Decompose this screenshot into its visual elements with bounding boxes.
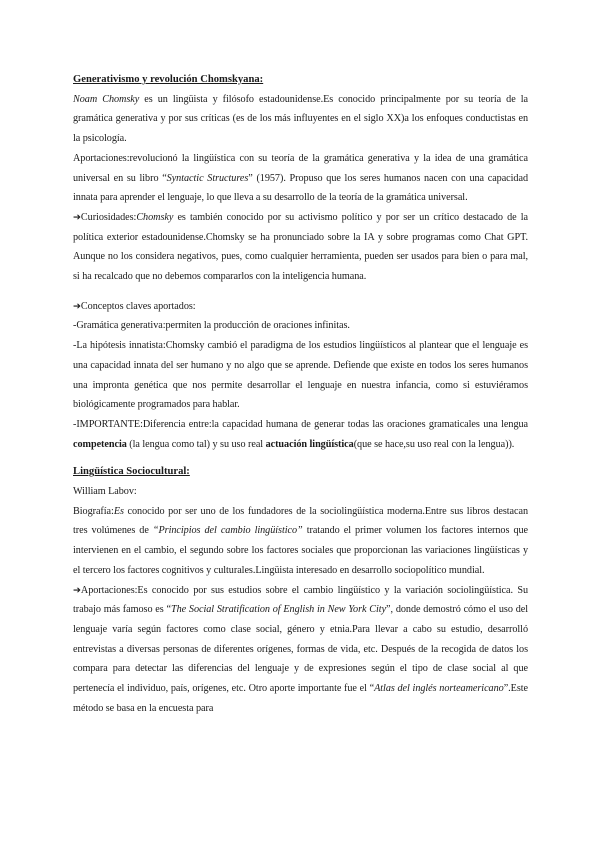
concepto-gramatica-generativa: -Gramática generativa:permiten la producción de oraciones infinitas. <box>73 320 350 332</box>
atlas-title: Atlas del inglés norteamericano <box>374 683 504 695</box>
section-heading-sociocultural: Lingüística Sociocultural: <box>73 466 190 478</box>
term-competencia: competencia <box>73 438 127 450</box>
conceptos-title: ➔Conceptos claves aportados: <box>73 300 196 312</box>
paragraph-aportaciones-labov: ➔Aportaciones:Es conocido por sus estudios sobre el cambio lingüístico y la variación sociolingüística. Su trabajo más famoso es “The Social Stratification of English in New York City”, donde demostró cómo el uso del lenguaje varía según factores como clase social, género y etnia.Para llevar a cabo su estudio, desarrolló entrevistas a diversas personas de diferentes orígenes, formas de vida, etc. Después de la recogida de datos los compara para detectar las diferencias del lenguaje y de expresiones según el tipo de clase social al que pertenecía el individuo, país, orígenes, etc. Otro aporte importante fue el “Atlas del inglés norteamericano”.Este método se basa en la encuesta para <box>73 584 528 714</box>
concepto-hipotesis-innatista: -La hipótesis innatista:Chomsky cambió el paradigma de los estudios lingüísticos al plantear que el lenguaje es una capacidad innata del ser humano y no algo que se aprende. Defiende que existe en todos los seres humanos una impronta genética que nos permite desarrollar el lenguaje en nuestra infancia, como si estuviéramos biológicamente programados para hablar. <box>73 340 528 411</box>
paragraph-curiosidades: ➔Curiosidades:Chomsky es también conocido por su activismo político y por ser un crítico destacado de la política exterior estadounidense.Chomsky se ha pronunciado sobre la IA y sobre programas como Chat GPT. Aunque no los considera negativos, pues, como cualquier herramienta, pueden ser usados para bien o para mal, si ha recalcado que no debemos compararlos con la inteligencia humana. <box>73 211 528 283</box>
author-name: Noam Chomsky <box>73 93 140 105</box>
paragraph-chomsky-intro: Noam Chomsky es un lingüista y filósofo estadounidense.Es conocido principalmente por su teoría de la gramática generativa y por sus críticas (es de los más influyentes en el siglo XX)a los enfoques conductistas en la psicología. <box>73 93 528 145</box>
paragraph-biografia-labov: Biografía:Es conocido por ser uno de los fundadores de la sociolingüística moderna.Entre sus libros destacan tres volúmenes de “Principios del cambio lingüístico” tratando el primer volumen los factores internos que intervienen en el cambio, el segundo sobre los factores sociales que proporcionan las variaciones lingüísticas y el tercero los factores cognitivos y culturales.Lingüista interesado en desarrollo sociopolítico mundial. <box>73 505 529 576</box>
work-title: The Social Stratification of English in New York City <box>170 604 387 616</box>
book-title: “Principios del cambio lingüístico” <box>152 525 303 537</box>
author-labov: William Labov: <box>73 486 137 498</box>
arrow-icon: ➔ <box>73 584 81 596</box>
arrow-icon: ➔ <box>73 211 81 223</box>
section-heading-generativismo: Generativismo y revolución Chomskyana: <box>73 74 264 85</box>
paragraph-aportaciones-chomsky: Aportaciones:revolucionó la lingüística con su teoría de la gramática generativa y la idea de una gramática universal en su libro “Syntactic Structures” (1957). Propuso que los seres humanos nacen con una capacidad innata para aprender el lenguaje, lo que lleva a su desarrollo de la teoría de la gramática universal. <box>73 152 528 204</box>
book-title: Syntactic Structures <box>166 172 249 184</box>
arrow-icon: ➔ <box>73 300 81 312</box>
concepto-importante: -IMPORTANTE:Diferencia entre:la capacidad humana de generar todas las oraciones gramaticales una lengua competencia (la lengua como tal) y su uso real actuación lingüística(que se hace,su uso real con la lengua)). <box>73 418 528 450</box>
term-actuacion: actuación lingüística <box>265 438 354 450</box>
